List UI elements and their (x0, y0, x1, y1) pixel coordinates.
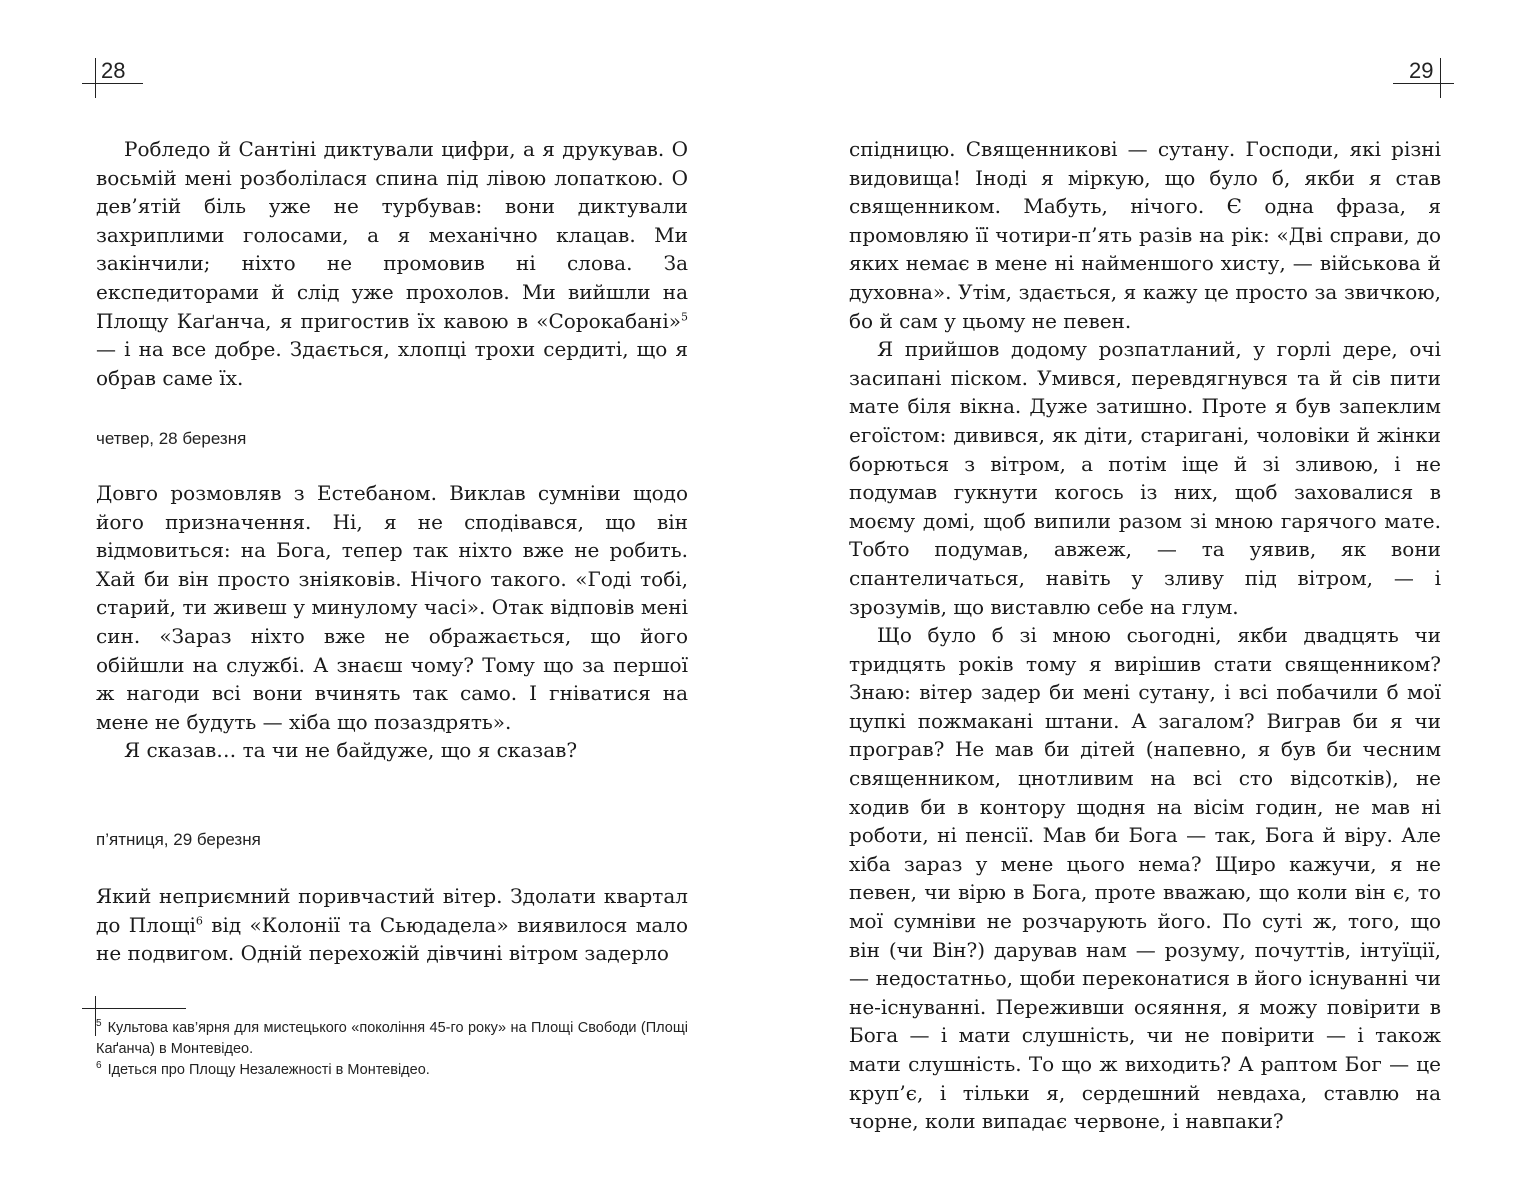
footnote-6 (96, 1060, 688, 1081)
right-crop-mark-vertical (1440, 58, 1441, 98)
footnote-separator (82, 1008, 186, 1009)
left-paragraph-1-text: Робледо й Сантіні диктували цифри, а я друкував. О восьмій мені розболілася спина під лівою лопаткою. О дев’ятій біль уже не турбував: вони диктували захриплими голосами, а я механічно клацав. Ми закінчили; ніхто не промовив ні слова. За експедиторами й слід уже прохолов. Ми вийшли на Площу Каґанча, я пригостив їх кавою в «Сорокабані» (96, 137, 688, 333)
right-paragraph-2: Я прийшов додому розпатланий, у горлі дере, очі засипані піском. Умився, перевдягнувся та й сів пити мате біля вікна. Дуже затишно. Проте я був запеклим егоїстом: дивився, як діти, старигані, чоловіки й жінки борються з вітром, а потім іще й зі зливою, і не подумав гукнути когось із них, щоб заховалися в моєму домі, щоб випили разом зі мною гарячого мате. Тобто подумав, авжеж, — та уявив, як вони спантеличаться, навіть у зливу під вітром, — і зрозумів, що виставлю себе на глум. (849, 337, 1441, 619)
footnotes (96, 1018, 688, 1081)
footnote-ref-6: 6 (195, 913, 203, 927)
footnote-5-text: Культова кав’ярня для мистецького «покоління 45-го року» на Площі Свободи (Площі Каґанча) в Монтевідео. (96, 1020, 688, 1057)
left-paragraph-4-text: Який неприємний поривчастий вітер. Здолати квартал до Площі (96, 884, 688, 937)
left-paragraph-1-end: — і на все добре. Здається, хлопці трохи сердиті, що я обрав саме їх. (96, 337, 688, 390)
right-page-body (849, 135, 1441, 1136)
footnote-5 (96, 1018, 688, 1060)
footnote-6-mark: 6 (96, 1060, 102, 1072)
footnote-6-text: Ідеться про Площу Незалежності в Монтевідео. (107, 1062, 430, 1078)
left-paragraph-3: Я сказав… та чи не байдуже, що я сказав? (124, 738, 578, 763)
left-crop-mark-vertical (95, 58, 96, 98)
left-page-body-2 (96, 479, 688, 765)
left-paragraph-4-end: від «Колонії та Сьюдадела» виявилося мало не подвигом. Одній перехожій дівчині вітром задерло (96, 912, 688, 966)
diary-date-friday: п’ятниця, 29 березня (96, 830, 261, 849)
footnote-5-mark: 5 (96, 1018, 102, 1030)
left-page-number: 28 (101, 58, 126, 83)
left-page-body (96, 135, 688, 392)
footnote-ref-5: 5 (681, 309, 688, 323)
left-paragraph-1 (96, 135, 688, 392)
left-paragraph-4 (96, 882, 688, 968)
right-page-number: 29 (1409, 58, 1434, 83)
diary-date-thursday: четвер, 28 березня (96, 429, 247, 448)
left-paragraph-2: Довго розмовляв з Естебаном. Виклав сумніви щодо його призначення. Ні, я не сподівався, що він відмовиться: на Бога, тепер так ніхто вже не робить. Хай би він просто зніяковів. Нічого такого. «Годі тобі, старий, ти живеш у минулому часі». Отак відповів мені син. «Зараз ніхто вже не ображається, що його обійшли на службі. А знаєш чому? Тому що за першої ж нагоди всі вони вчинять так само. І гніватися на мене не будуть — хіба що позаздрять». (96, 481, 688, 734)
right-paragraph-1: спідницю. Священникові — сутану. Господи, які різні видовища! Іноді я міркую, що було б, якби я став священником. Мабуть, нічого. Є одна фраза, я промовляю її чотири-п’ять разів на рік: «Дві справи, до яких немає в мене ні найменшого хисту, — військова й духовна». Утім, здається, я кажу це просто за звичкою, бо й сам у цьому не певен. (849, 137, 1441, 333)
right-paragraph-3: Що було б зі мною сьогодні, якби двадцять чи тридцять років тому я вирішив стати священником? Знаю: вітер задер би мені сутану, і всі побачили б мої цупкі пожмакані штани. А загалом? Виграв би я чи програв? Не мав би дітей (напевно, я був би чесним священником, цнотливим на всі сто відсотків), не ходив би в контору щодня на вісім годин, не мав ні роботи, ні пенсії. Мав би Бога — так, Бога й віру. Але хіба зараз у мене цього нема? Щиро кажучи, я не певен, чи вірю в Бога, проте вважаю, що коли він є, то мої сумніви не розчарують його. По суті ж, того, що він (чи Він?) дарував нам — розуму, почуттів, інтуїції, — недостатньо, щоби переконатися в його існуванні чи не-існуванні. Переживши осяяння, я можу повірити в Бога — і мати слушність, чи не повірити — і також мати слушність. То що ж виходить? А раптом Бог — це круп’є, і тільки я, сердешний невдаха, ставлю на чорне, коли випадає червоне, і навпаки? (849, 623, 1441, 1134)
left-page-body-3 (96, 882, 688, 968)
